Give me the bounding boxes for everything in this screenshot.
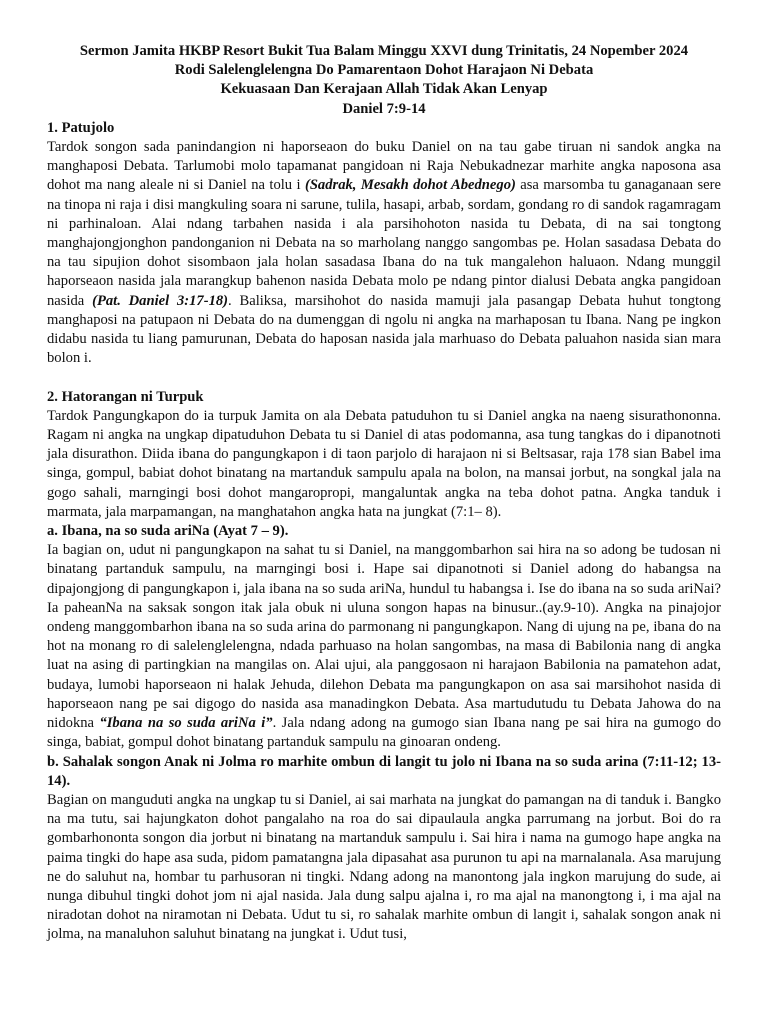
text-segment: . Baliksa, marsihohot do nasida mamuji jala pasangap Debata huhut tongtong manghaposi na patupaon ni Debata do na dumenggan di ngolu ni angka na marhaposan tu Ibana. Nang pe ingkon didabu nasida tu liang pamurunan, Debata do haposan nasida jala marhuaso do Debata paluahon nasida sian mara bolon i. <box>47 292 721 367</box>
sermon-title: Sermon Jamita HKBP Resort Bukit Tua Balam Minggu XXVI dung Trinitatis, 24 Nopember 2024 <box>79 43 689 59</box>
subheading-a: a. Ibana, na so suda ariNa (Ayat 7 – 9). <box>47 523 289 540</box>
emphasis-names: (Sadrak, Mesakh dohot Abednego) <box>304 177 516 194</box>
text-segment: . Jala ndang adong na gumogo sian Ibana nang pe sai hira na gumogo do singa, babiat, gompul dohot binatang partanduk sampulu na ginoaran ondeng. <box>47 715 721 751</box>
subheading-b: b. Sahalak songon Anak ni Jolma ro marhite ombun di langit tu jolo ni Ibana na so suda arina (7:11-12; 13- 14). <box>47 753 721 789</box>
emphasis-quote: “Ibana na so suda ariNa i” <box>99 715 273 732</box>
paragraph-sub-a <box>47 541 721 752</box>
sermon-theme-indonesian: Kekuasaan Dan Kerajaan Allah Tidak Akan Lenyap <box>220 81 548 98</box>
section-heading-hatorangan: 2. Hatorangan ni Turpuk <box>47 388 204 405</box>
text-segment: asa marsomba tu ganaganaan sere na tinopa ni raja i disi mangkuling soara ni sarune, tulila, hasapi, arbab, sordam, gondang ro di sandok ragamragam ni parhinaloan. Alai ndang tarbahen nasida i ala parsihohoton nasida tu Debata, di na sai tongtong manghajongjonghon pandonganion ni Debata na so marholang nanggo sangombas pe. Holan sasadasa Debata do na tau sipujion dohot sisombaon jala holan sasadasa Ibana do na tuk mangalehon haluaon. Ndang munggil haporseaon nasida jala marangkup bahenon nasida Debata molo pe ndang pintor dialusi Debata angka pangidoan nasida <box>47 177 721 309</box>
sermon-title-block <box>47 42 721 119</box>
section-heading-patujolo: 1. Patujolo <box>47 119 115 136</box>
document-page <box>47 42 721 945</box>
emphasis-reference: (Pat. Daniel 3:17-18) <box>92 292 229 309</box>
paragraph-patujolo <box>47 138 721 368</box>
paragraph-hatorangan: Tardok Pangungkapon do ia turpuk Jamita on ala Debata patuduhon tu si Daniel angka na naeng sisurathononna. Ragam ni angka na ungkap dipatuduhon Debata tu si Daniel di atas podomanna, asa tung tangkas do i dipanotnoti jala disurathon. Diida ibana do pangungkapon i di taon parjolo di harajaon ni si Beltsasar, raja 178 sian Babel ima singa, gompul, babiat dohot binatang na martanduk sampulu apala na bolon, na mansai jorbut, na songkal jala na gogo sahali, marngingi bosi dohot mangaropropi, mangaluntak angka na teba dohot patna. Angka tanduk i marmata, jala marpamangan, na manghatahon angka hata na jungkat (7:1– 8). <box>47 407 721 520</box>
text-segment: Ia bagian on, udut ni pangungkapon na sahat tu si Daniel, na manggombarhon sai hira na so adong be tudosan ni binatang partanduk sampulu, na marngingi bosi i. Hape sai dipanotnoti si Daniel adong do habangsa na dipajongjong di pangungkapon i, jala ibana na so suda ariNa, hundul tu habangsa i. Ise do ibana na so suda ariNai? Ia paheanNa na saksak songon itak jala obuk ni uluna songon hapas na binusur..(ay.9-10). Angka na pinajojor ondeng manggombarhon ibana na so suda arina do parmonang ni pangungkapon. Nang di ujung na pe, ibana do na hot na monang ro di salelenglelengna, ndada parhuaso na holan sangombas, na masa di Babilonia nang di angka luat na asing di partingkian na mangilas on. Alai ujui, ala panggosaon ni harajaon Babilonia na pamatehon adat, budaya, lumobi haporseaon ni halak Jehuda, dilehon Debata ma pangungkapon on asa sai marsihohot nasida di haporseaon nang pe sai digogo do nasida asa manadingkon Debata. Asa martudutudu tu Debata Jahowa do na nidokna <box>47 542 721 732</box>
paragraph-sub-b: Bagian on manguduti angka na ungkap tu si Daniel, ai sai marhata na jungkat do pamangan na di tanduk i. Bangko na ma tutu, sai hajungkaton dohot pangalaho na roa do sai dipaulaula angka parrumang na jorbut. Boi do ra gombarhononta songon dia jorbut ni binatang na martanduk sampulu i. Sai hira i nama na gumogo hape angka na paima tingki do hape asa suda, pidom pamatangna jala dipasahat asa purunon tu api na marnalanala. Asa marujung ne do saluhut na, hombar tu parhusoran ni tingki. Ndang adong na manontong jala ingkon marujung do sude, ai nunga dibuhul tingki dohot jom ni ajal nasida. Jala dung salpu ajalna i, ro ma ajal na manongtong i, i ma ajal na niradotan dohot na niramotan ni Debata. Udut tu si, ro sahalak marhite ombun di langit i, sahalak songon anak ni jolma, na manaluhon saluhut binatang na jungkat i. Udut tusi, <box>47 791 721 943</box>
text-segment: Tardok songon sada panindangion ni haporseaon do buku Daniel on na tau gabe tiruan ni sandok angka na manghaposi Debata. Tarlumobi molo tapamanat pangidoan ni Raja Nebukadnezar marhite angka naposona asa dohot ma nang aleale ni si Daniel na tolu i <box>47 139 721 194</box>
scripture-reference: Daniel 7:9-14 <box>342 100 426 117</box>
sermon-theme-batak: Rodi Salelenglelengna Do Pamarentaon Dohot Harajaon Ni Debata <box>174 62 594 79</box>
